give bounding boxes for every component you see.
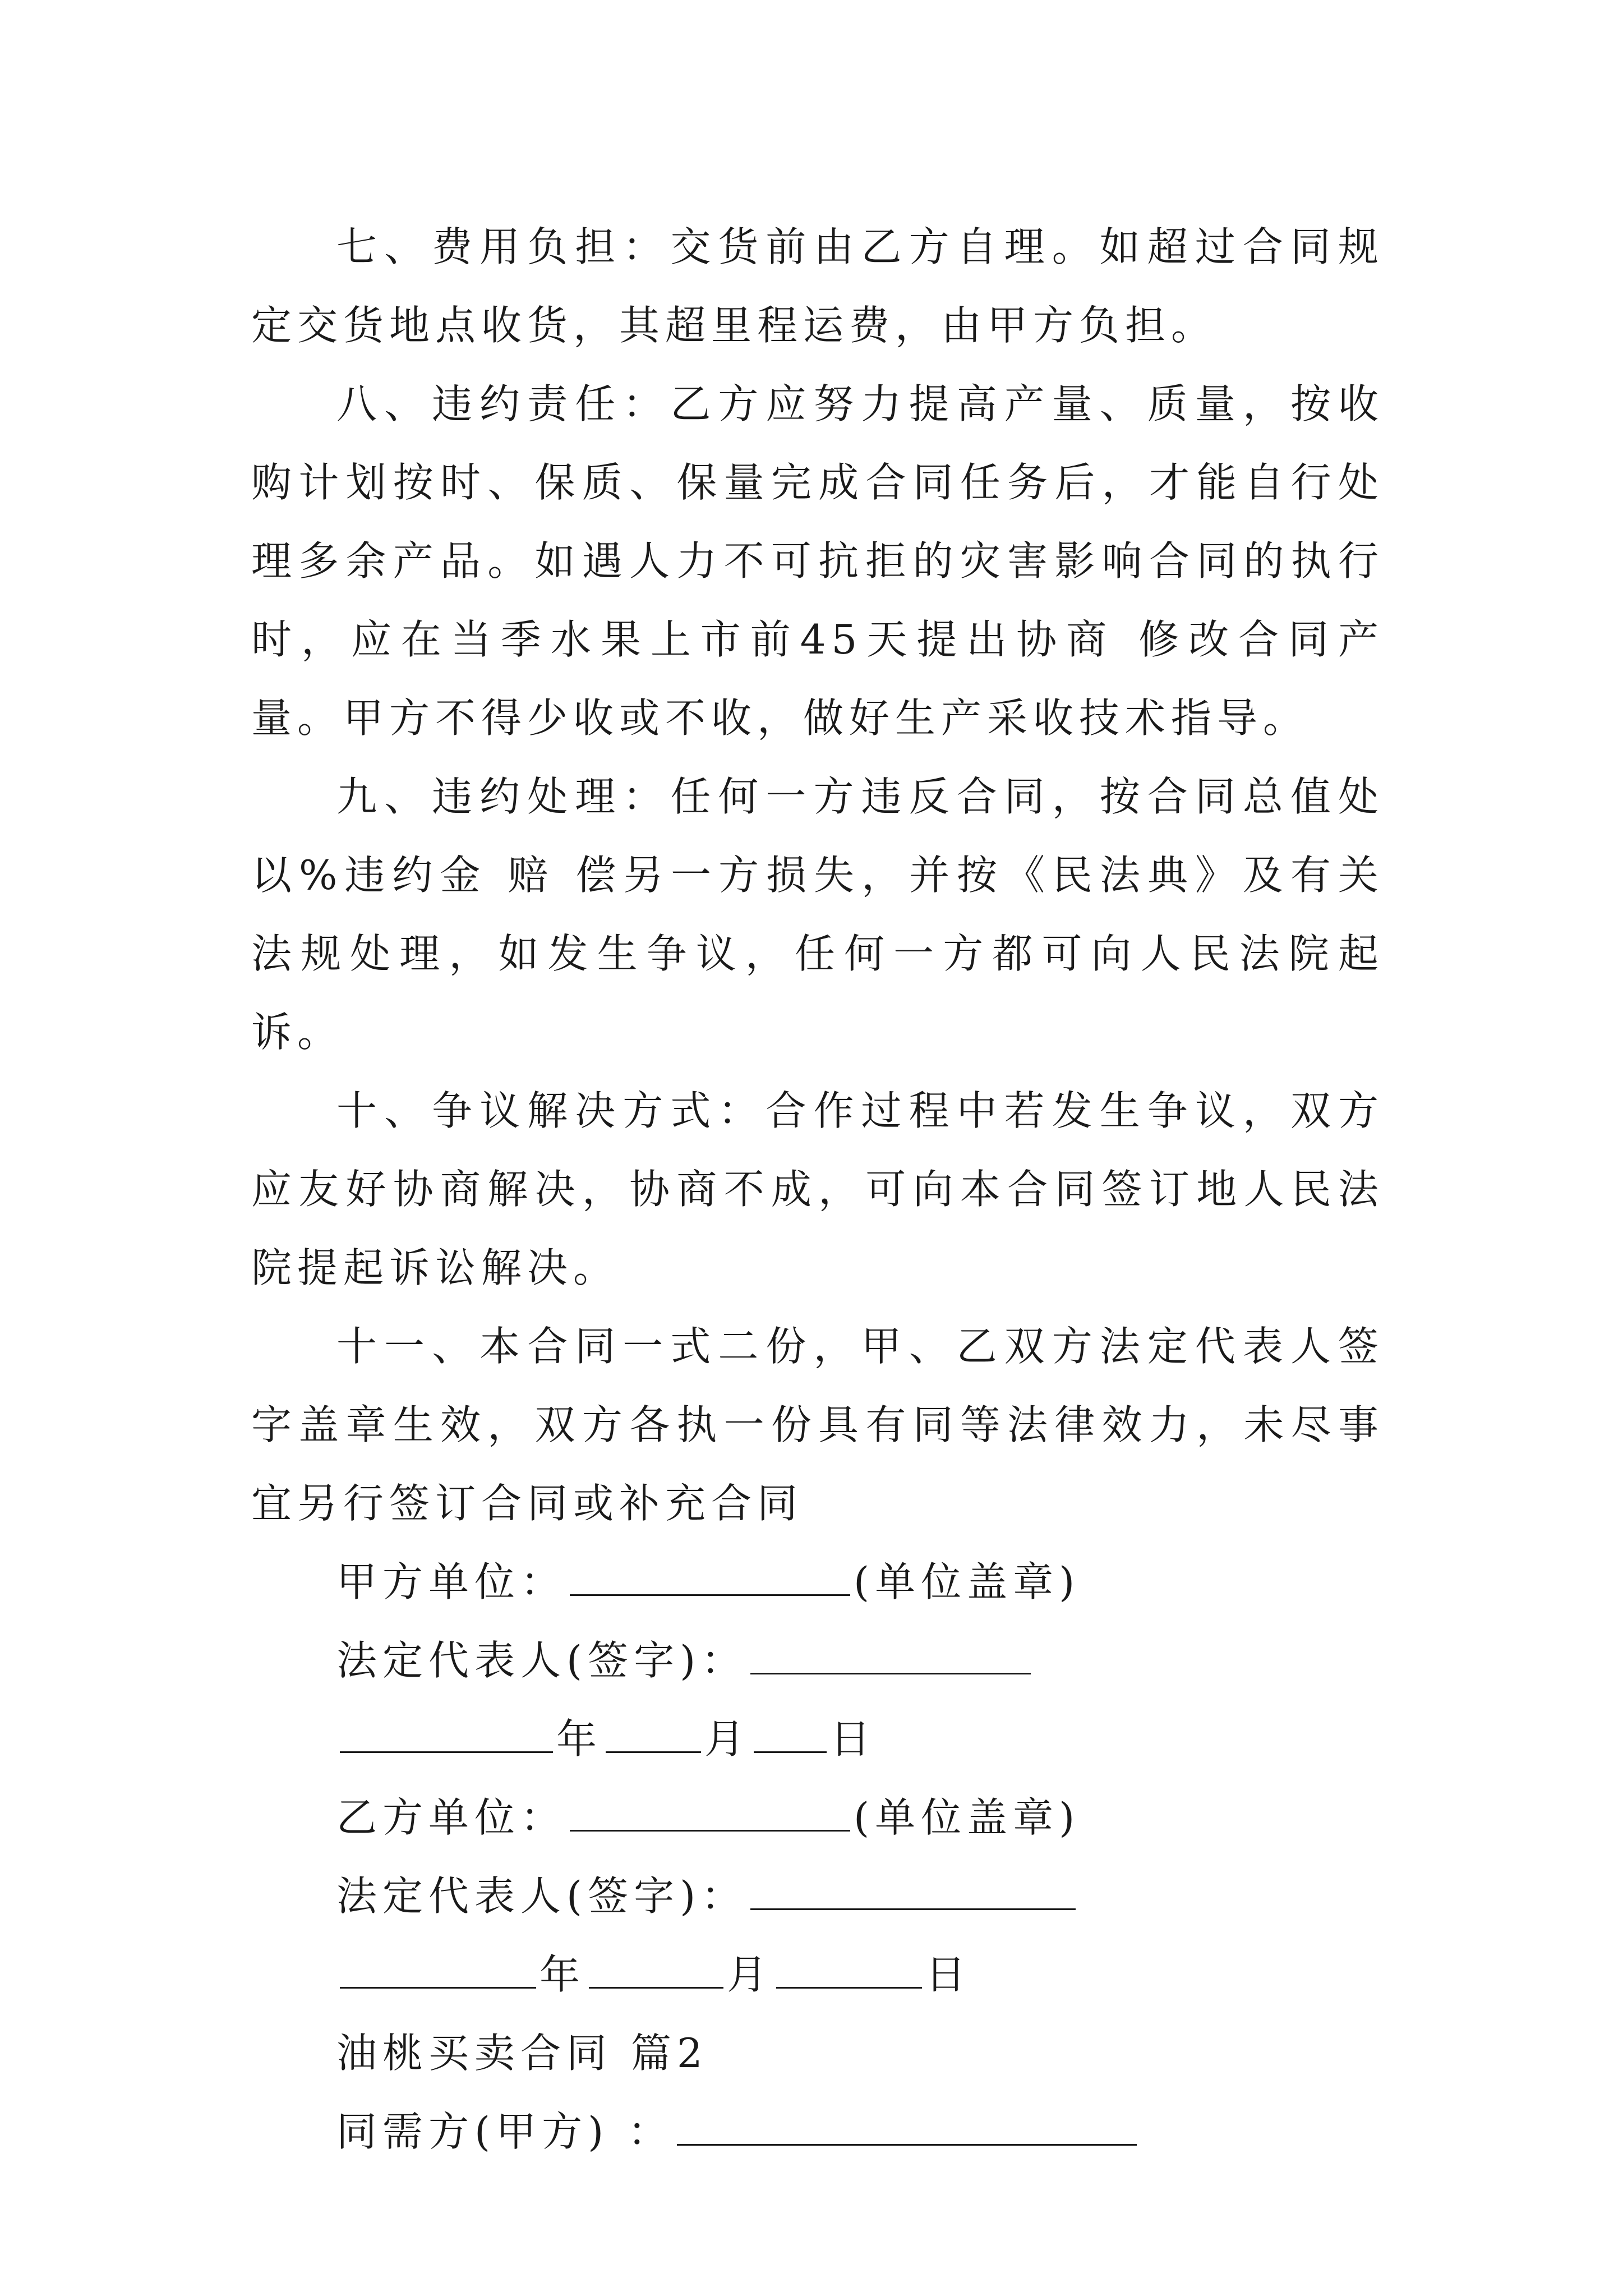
party-b-date-line xyxy=(251,1935,1384,2014)
party-a-month-blank xyxy=(606,1718,701,1753)
party-a-rep-label: 法定代表人(签字)： xyxy=(336,1637,748,1684)
buyer-line xyxy=(251,2092,1384,2171)
party-a-unit-label: 甲方单位： xyxy=(336,1558,567,1605)
buyer-label: 同需方(甲方) ： xyxy=(336,2108,674,2155)
party-b-rep-blank xyxy=(750,1875,1076,1910)
next-contract-title: 油桃买卖合同 篇2 xyxy=(336,2030,708,2077)
party-b-month-label: 月 xyxy=(727,1951,773,1998)
party-b-day-label: 日 xyxy=(925,1951,972,1998)
party-a-rep-blank xyxy=(750,1639,1031,1674)
party-a-unit-blank xyxy=(570,1561,850,1596)
party-b-unit-label: 乙方单位： xyxy=(336,1794,567,1841)
party-a-month-label: 月 xyxy=(704,1715,751,1763)
party-b-month-blank xyxy=(589,1953,723,1989)
party-a-day-label: 日 xyxy=(830,1715,877,1763)
party-b-rep-line xyxy=(251,1857,1384,1935)
party-a-year-blank xyxy=(340,1718,553,1753)
party-a-day-blank xyxy=(754,1718,827,1753)
party-a-rep-line xyxy=(251,1621,1384,1700)
party-b-day-blank xyxy=(776,1953,922,1989)
clause-10: 十、争议解决方式：合作过程中若发生争议，双方应友好协商解决，协商不成，可向本合同签订地人民法院提起诉讼解决。 xyxy=(251,1087,1384,1291)
party-b-unit-blank xyxy=(570,1796,850,1832)
party-b-rep-label: 法定代表人(签字)： xyxy=(336,1872,748,1920)
party-b-seal-note: (单位盖章) xyxy=(854,1794,1081,1841)
clause-8: 八、违约责任：乙方应努力提高产量、质量，按收购计划按时、保质、保量完成合同任务后，才能自行处理多余产品。如遇人力不可抗拒的灾害影响合同的执行时，应在当季水果上市前45天提出协商 修改合同产量。甲方不得少收或不收，做好生产采收技术指导。 xyxy=(251,380,1384,742)
party-a-unit-line xyxy=(251,1543,1384,1621)
clause-9: 九、违约处理：任何一方违反合同，按合同总值处以%违约金 赔 偿另一方损失，并按《民法典》及有关法规处理，如发生争议，任何一方都可向人民法院起诉。 xyxy=(251,773,1384,1056)
party-a-year-label: 年 xyxy=(556,1715,603,1763)
party-a-date-line xyxy=(251,1700,1384,1778)
party-b-year-label: 年 xyxy=(540,1951,586,1998)
buyer-blank xyxy=(677,2110,1137,2146)
document-body xyxy=(251,208,1384,2171)
party-b-year-blank xyxy=(340,1953,536,1989)
clause-11: 十一、本合同一式二份，甲、乙双方法定代表人签字盖章生效，双方各执一份具有同等法律效力，未尽事宜另行签订合同或补充合同 xyxy=(251,1323,1384,1527)
party-b-unit-line xyxy=(251,1778,1384,1857)
clause-7: 七、费用负担：交货前由乙方自理。如超过合同规定交货地点收货，其超里程运费，由甲方负担。 xyxy=(251,223,1384,349)
party-a-seal-note: (单位盖章) xyxy=(854,1558,1081,1605)
